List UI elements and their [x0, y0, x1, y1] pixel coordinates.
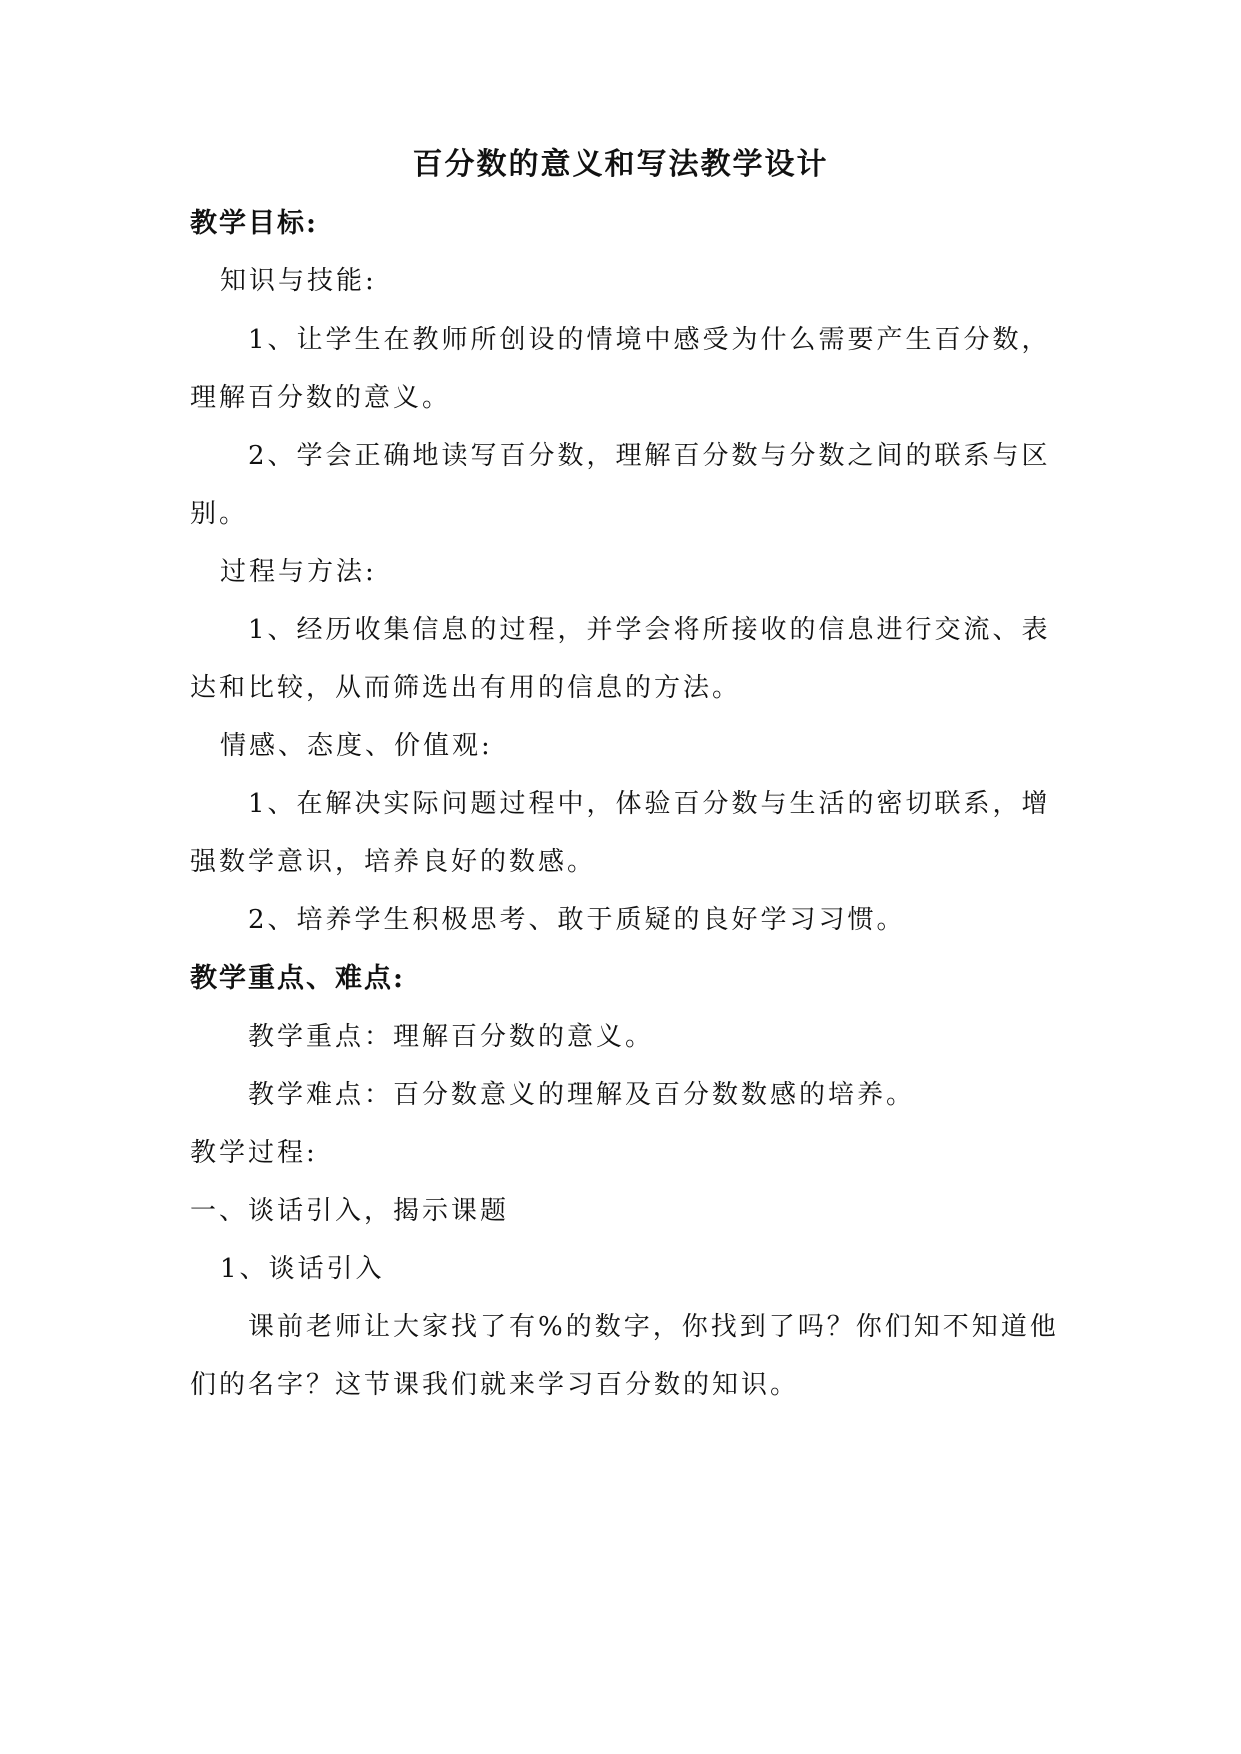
- section1-sub1: 1、谈话引入: [220, 1254, 385, 1284]
- section1-title: 一、谈话引入，揭示课题: [190, 1196, 510, 1226]
- emotion-item2: 2、培养学生积极思考、敢于质疑的良好学习习惯。: [248, 905, 906, 935]
- process-heading: 教学过程:: [190, 1138, 318, 1168]
- key-point: 教学重点：理解百分数的意义。: [248, 1022, 655, 1052]
- process-item1-line2: 达和比较，从而筛选出有用的信息的方法。: [190, 673, 742, 703]
- process-item1-line1: 1、经历收集信息的过程，并学会将所接收的信息进行交流、表: [248, 615, 1051, 645]
- objectives-heading: 教学目标:: [190, 208, 318, 239]
- knowledge-item2-line1: 2、学会正确地读写百分数，理解百分数与分数之间的联系与区: [248, 441, 1051, 471]
- knowledge-item2-line2: 别。: [190, 499, 249, 529]
- knowledge-item1-line2: 理解百分数的意义。: [190, 383, 452, 413]
- knowledge-item1-line1: 1、让学生在教师所创设的情境中感受为什么需要产生百分数，: [248, 325, 1051, 355]
- knowledge-skill-label: 知识与技能:: [220, 266, 377, 296]
- emotion-item1-line2: 强数学意识，培养良好的数感。: [190, 847, 597, 877]
- section1-para-line2: 们的名字？这节课我们就来学习百分数的知识。: [190, 1370, 800, 1400]
- emotion-item1-line1: 1、在解决实际问题过程中，体验百分数与生活的密切联系，增: [248, 789, 1051, 819]
- key-points-heading: 教学重点、难点:: [190, 963, 405, 994]
- document-title: 百分数的意义和写法教学设计: [412, 147, 829, 182]
- difficult-point: 教学难点：百分数意义的理解及百分数数感的培养。: [248, 1080, 916, 1110]
- emotion-label: 情感、态度、价值观:: [220, 731, 493, 761]
- process-method-label: 过程与方法:: [220, 557, 377, 587]
- section1-para-line1: 课前老师让大家找了有%的数字，你找到了吗？你们知不知道他: [248, 1312, 1059, 1342]
